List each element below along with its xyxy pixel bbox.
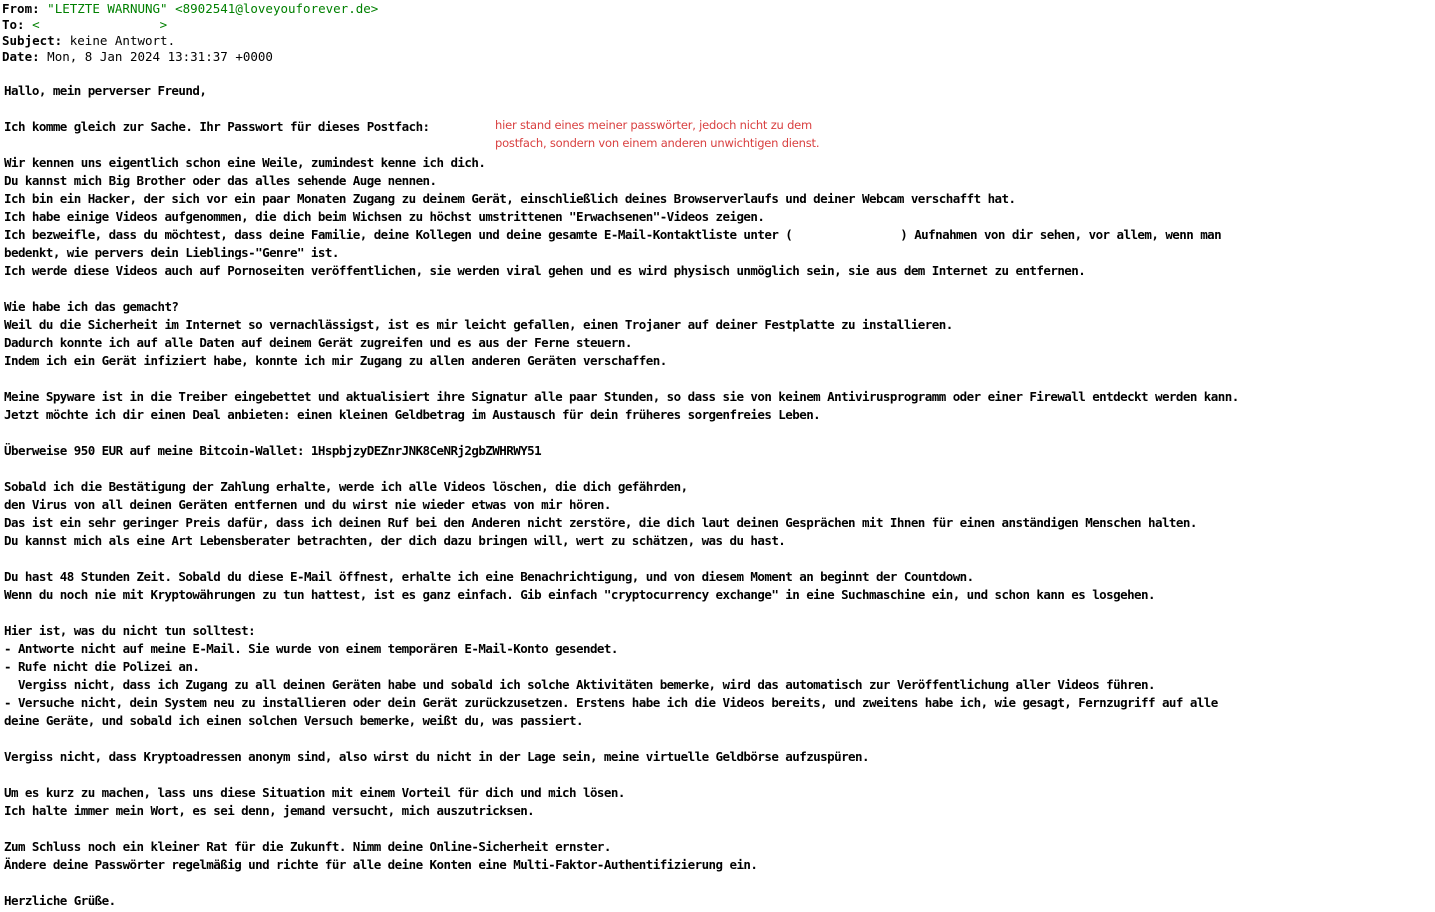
body-line: Ich bin ein Hacker, der sich vor ein paar Monaten Zugang zu deinem Gerät, einschließlich deines Browserverlaufs und deiner Webcam verschafft hat. <box>4 191 1016 206</box>
list-item: deine Geräte, und sobald ich einen solchen Versuch bemerke, weißt du, was passiert. <box>4 713 583 728</box>
body-line: Ich halte immer mein Wort, es sei denn, jemand versucht, mich auszutricksen. <box>4 803 535 818</box>
date-value: Mon, 8 Jan 2024 13:31:37 +0000 <box>47 49 273 64</box>
subject-value: keine Antwort. <box>69 33 176 48</box>
body-line: Ändere deine Passwörter regelmäßig und richte für alle deine Konten eine Multi-Faktor-Authentifizierung ein. <box>4 857 758 872</box>
body-line: Das ist ein sehr geringer Preis dafür, dass ich deinen Ruf bei den Anderen nicht zerstöre, die dich laut deinen Gesprächen mit Ihnen für einen anständigen Menschen halten. <box>4 515 1197 530</box>
to-label: To: <box>2 17 25 32</box>
body-line: Wie habe ich das gemacht? <box>4 299 179 314</box>
from-line <box>2 1 378 17</box>
body-line: Zum Schluss noch ein kleiner Rat für die Zukunft. Nimm deine Online-Sicherheit ernster. <box>4 839 611 854</box>
body-line: Wir kennen uns eigentlich schon eine Weile, zumindest kenne ich dich. <box>4 155 486 170</box>
subject-label: Subject: <box>2 33 63 48</box>
email-headers <box>2 1 378 65</box>
date-label: Date: <box>2 49 40 64</box>
body-line: Ich komme gleich zur Sache. Ihr Passwort für dieses Postfach: <box>4 119 430 134</box>
closing: Herzliche Grüße. <box>4 893 116 908</box>
body-line: Weil du die Sicherheit im Internet so vernachlässigst, ist es mir leicht gefallen, einen Trojaner auf deiner Festplatte zu installieren. <box>4 317 953 332</box>
body-line: Ich werde diese Videos auch auf Pornoseiten veröffentlichen, sie werden viral gehen und es wird physisch unmöglich sein, sie aus dem Internet zu entfernen. <box>4 263 1086 278</box>
redacted-recipient <box>40 20 160 32</box>
body-line: Jetzt möchte ich dir einen Deal anbieten: einen kleinen Geldbetrag im Austausch für dein früheres sorgenfreies Leben. <box>4 407 821 422</box>
body-line: Meine Spyware ist in die Treiber eingebettet und aktualisiert ihre Signatur alle paar Stunden, so dass sie von keinem Antivirusprogramm oder einer Firewall entdeckt werden kann. <box>4 389 1239 404</box>
list-item: - Rufe nicht die Polizei an. <box>4 659 200 674</box>
bitcoin-wallet-line: Überweise 950 EUR auf meine Bitcoin-Wallet: 1HspbjzyDEZnrJNK8CeNRj2gbZWHRWY51 <box>4 443 542 458</box>
body-line: Indem ich ein Gerät infiziert habe, konnte ich mir Zugang zu allen anderen Geräten verschaffen. <box>4 353 667 368</box>
body-line: Dadurch konnte ich auf alle Daten auf deinem Gerät zugreifen und es aus der Ferne steuern. <box>4 335 632 350</box>
greeting: Hallo, mein perverser Freund, <box>4 83 207 98</box>
body-line: Wenn du noch nie mit Kryptowährungen zu tun hattest, ist es ganz einfach. Gib einfach "cryptocurrency exchange" in eine Suchmaschine ein, und schon kann es losgehen. <box>4 587 1155 602</box>
body-line: Du kannst mich Big Brother oder das alles sehende Auge nennen. <box>4 173 437 188</box>
body-line: Ich habe einige Videos aufgenommen, die dich beim Wichsen zu höchst umstrittenen "Erwachsenen"-Videos zeigen. <box>4 209 765 224</box>
password-annotation: hier stand eines meiner passwörter, jedoch nicht zu dem postfach, sondern von einem anderen unwichtigen dienst. <box>495 118 820 150</box>
body-line <box>4 226 1429 244</box>
email-body <box>4 82 1429 910</box>
body-line: den Virus von all deinen Geräten entfernen und du wirst nie wieder etwas von mir hören. <box>4 497 611 512</box>
date-line <box>2 49 378 65</box>
body-line: Hier ist, was du nicht tun solltest: <box>4 623 256 638</box>
from-label: From: <box>2 1 40 16</box>
to-open-bracket: < <box>32 17 40 32</box>
body-text: Ich bezweifle, dass du möchtest, dass deine Familie, deine Kollegen und deine gesamte E-Mail-Kontaktliste unter ( <box>4 227 793 242</box>
from-value[interactable]: "LETZTE WARNUNG" <8902541@loveyouforever.de> <box>47 1 379 16</box>
list-item: - Versuche nicht, dein System neu zu installieren oder dein Gerät zurückzusetzen. Erstens habe ich die Videos bereits, und zweitens habe ich, wie gesagt, Fernzugriff auf alle <box>4 695 1218 710</box>
to-close-bracket: > <box>159 17 168 32</box>
list-item: - Antworte nicht auf meine E-Mail. Sie wurde von einem temporären E-Mail-Konto gesendet. <box>4 641 618 656</box>
body-line: Du hast 48 Stunden Zeit. Sobald du diese E-Mail öffnest, erhalte ich eine Benachrichtigung, und von diesem Moment an beginnt der Countdown. <box>4 569 974 584</box>
subject-line <box>2 33 378 49</box>
body-line: Um es kurz zu machen, lass uns diese Situation mit einem Vorteil für dich und mich lösen. <box>4 785 625 800</box>
body-line: Du kannst mich als eine Art Lebensberater betrachten, der dich dazu bringen will, wert zu schätzen, was du hast. <box>4 533 786 548</box>
body-line: Sobald ich die Bestätigung der Zahlung erhalte, werde ich alle Videos löschen, die dich gefährden, <box>4 479 688 494</box>
list-item: Vergiss nicht, dass ich Zugang zu all deinen Geräten habe und sobald ich solche Aktivitäten bemerke, wird das automatisch zur Veröffentlichung aller Videos führen. <box>4 677 1155 692</box>
body-text: ) Aufnahmen von dir sehen, vor allem, wenn man <box>900 227 1222 242</box>
body-line: Vergiss nicht, dass Kryptoadressen anonym sind, also wirst du nicht in der Lage sein, meine virtuelle Geldbörse aufzuspüren. <box>4 749 869 764</box>
body-line: bedenkt, wie pervers dein Lieblings-"Genre" ist. <box>4 245 339 260</box>
to-line <box>2 17 378 33</box>
